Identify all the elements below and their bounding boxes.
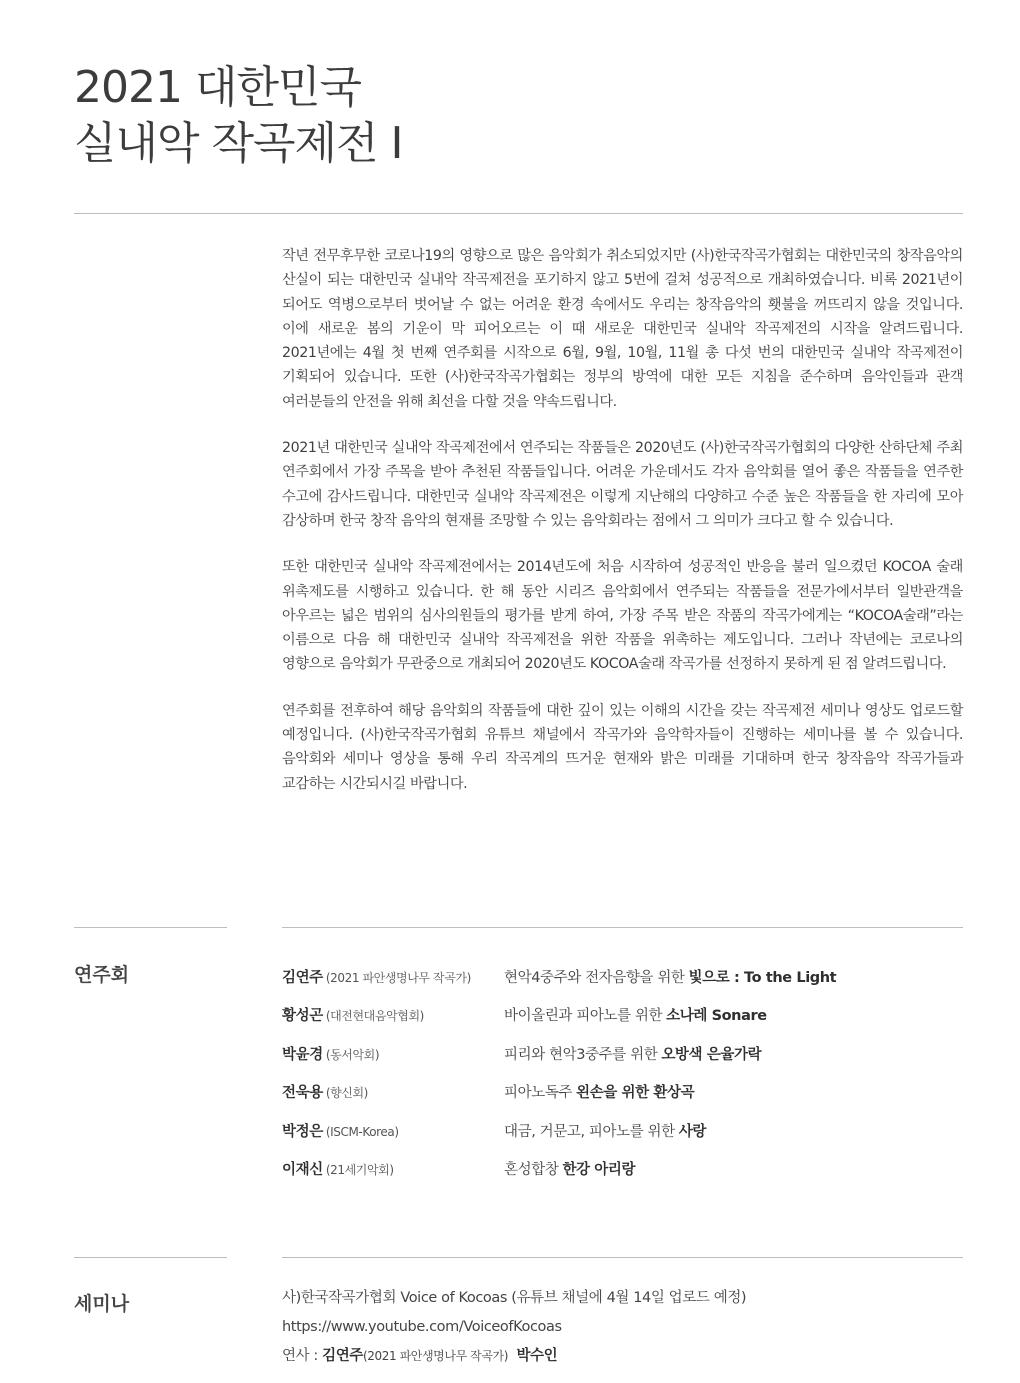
work-title: 한강 아리랑 (562, 1162, 636, 1179)
composer-name: 전욱용 (282, 1085, 323, 1102)
work-title: 빛으로 : To the Light (688, 969, 837, 986)
work (504, 1120, 706, 1141)
program-row (282, 1034, 972, 1073)
seminar-info (282, 1284, 746, 1371)
work-title: 오방색 은율가락 (661, 1046, 762, 1063)
speaker-name: 박수인 (516, 1348, 558, 1364)
work-instrumentation: 피리와 현악3중주를 위한 (504, 1046, 658, 1063)
intro-paragraph: 2021년 대한민국 실내악 작곡제전에서 연주되는 작품들은 2020년도 (사)한국작곡가협회의 다양한 산하단체 주최 연주회에서 가장 주목을 받아 추천된 작품들입니다. 어려운 가운데서도 각자 음악회를 열어 좋은 작품들을 연주한 수고에 감사드립니다. 대한민국 실내악 작곡제전은 이렇게 지난해의 다양하고 수준 높은 작품들을 한 자리에 모아 감상하며 한국 창작 음악의 현재를 조망할 수 있는 음악회라는 점에서 그 의미가 크다고 할 수 있습니다. (282, 440, 963, 529)
work-title: 소나레 Sonare (666, 1008, 767, 1025)
concert-section-label: 연주회 (74, 964, 130, 986)
work-instrumentation: 대금, 거문고, 피아노를 위한 (504, 1123, 675, 1140)
work-instrumentation: 피아노독주 (504, 1085, 573, 1102)
work (504, 1081, 694, 1102)
composer (282, 1120, 504, 1141)
composer-affiliation: (2021 파안생명나무 작곡가) (325, 970, 471, 985)
seminar-url-link[interactable]: https://www.youtube.com/VoiceofKocoas (282, 1319, 562, 1335)
composer-affiliation: (21세기악회) (325, 1163, 394, 1178)
composer (282, 1158, 504, 1179)
composer-affiliation: (향신회) (325, 1086, 368, 1101)
intro-paragraph: 연주회를 전후하여 해당 음악회의 작품들에 대한 깊이 있는 이해의 시간을 갖는 작곡제전 세미나 영상도 업로드할 예정입니다. (사)한국작곡가협회 유튜브 채널에서 작곡가와 음악학자들이 진행하는 세미나를 볼 수 있습니다. 음악회와 세미나 영상을 통해 우리 작곡계의 뜨거운 현재와 밝은 미래를 기대하며 한국 창작음악 작곡가들과 교감하는 시간되시길 바랍니다. (282, 702, 963, 792)
title-line-2: 실내악 작곡제전 I (74, 118, 403, 169)
composer (282, 966, 504, 987)
title-line-1: 2021 대한민국 (74, 62, 361, 113)
speaker-prefix: 연사 : (282, 1348, 318, 1364)
work (504, 966, 836, 987)
composer (282, 1004, 504, 1025)
composer-name: 박윤경 (282, 1046, 323, 1063)
composer-name: 박정은 (282, 1123, 323, 1140)
intro-paragraph: 또한 대한민국 실내악 작곡제전에서는 2014년도에 처음 시작하여 성공적인 반응을 불러 일으켰던 KOCOA 술래 위촉제도를 시행하고 있습니다. 한 해 동안 시리즈 음악회에서 연주되는 작품들을 전문가에서부터 일반관객을 아우르는 넓은 범위의 심사의원들의 평가를 받게 하여, 가장 주목 받은 작품의 작곡가에게는 “KOCOA술래”라는 이름으로 다음 해 대한민국 실내악 작곡제전을 위한 작품을 위촉하는 제도입니다. 그러나 작년에는 코로나의 영향으로 음악회가 무관중으로 개최되어 2020년도 KOCOA술래 작곡가를 선정하지 못하게 된 점 알려드립니다. (282, 559, 963, 673)
program-row (282, 957, 972, 996)
work-title: 왼손을 위한 환상곡 (576, 1085, 695, 1102)
seminar-label-divider (74, 1257, 227, 1258)
program-row (282, 1150, 972, 1189)
work-instrumentation: 현악4중주와 전자음향을 위한 (504, 969, 685, 986)
composer-name: 김연주 (282, 969, 323, 986)
work-instrumentation: 혼성합창 (504, 1162, 559, 1179)
work (504, 1158, 635, 1179)
concert-content-divider (282, 927, 963, 928)
concert-program-list (282, 957, 972, 1188)
concert-label-divider (74, 927, 227, 928)
page-title (74, 60, 402, 172)
header-divider (74, 213, 963, 214)
composer-name: 황성곤 (282, 1008, 323, 1025)
seminar-section-label: 세미나 (74, 1293, 130, 1315)
work (504, 1004, 767, 1025)
intro-text (282, 244, 963, 818)
seminar-channel-info: 사)한국작곡가협회 Voice of Kocoas (유튜브 채널에 4월 14일 업로드 예정) (282, 1290, 747, 1306)
work-title: 사랑 (678, 1123, 706, 1140)
intro-paragraph: 작년 전무후무한 코로나19의 영향으로 많은 음악회가 취소되었지만 (사)한국작곡가협회는 대한민국의 창작음악의 산실이 되는 대한민국 실내악 작곡제전을 포기하지 않고 5번에 걸쳐 성공적으로 개최하였습니다. 비록 2021년이 되어도 역병으로부터 벗어날 수 없는 어려운 환경 속에서도 우리는 창작음악의 횃불을 꺼뜨리지 않을 것입니다. 이에 새로운 봄의 기운이 막 피어오르는 이 때 새로운 대한민국 실내악 작곡제전의 시작을 알려드립니다. 2021년에는 4월 첫 번째 연주회를 시작으로 6월, 9월, 10월, 11월 총 다섯 번의 대한민국 실내악 작곡제전이 기획되어 있습니다. 또한 (사)한국작곡가협회는 정부의 방역에 대한 모든 지침을 준수하며 음악인들과 관객 여러분들의 안전을 위해 최선을 다할 것을 약속드립니다. (282, 248, 963, 410)
program-row (282, 996, 972, 1035)
work-instrumentation: 바이올린과 피아노를 위한 (504, 1008, 663, 1025)
composer-affiliation: (ISCM-Korea) (325, 1124, 399, 1139)
composer (282, 1043, 504, 1064)
program-row (282, 1111, 972, 1150)
seminar-speakers (282, 1342, 746, 1371)
speaker-affiliation: (2021 파안생명나무 작곡가) (362, 1349, 509, 1363)
composer-affiliation: (동서악회) (325, 1047, 380, 1062)
speaker-name: 김연주 (322, 1348, 363, 1364)
program-row (282, 1073, 972, 1112)
composer-affiliation: (대전현대음악협회) (325, 1009, 424, 1024)
seminar-content-divider (282, 1257, 963, 1258)
work (504, 1043, 761, 1064)
composer-name: 이재신 (282, 1162, 323, 1179)
composer (282, 1081, 504, 1102)
